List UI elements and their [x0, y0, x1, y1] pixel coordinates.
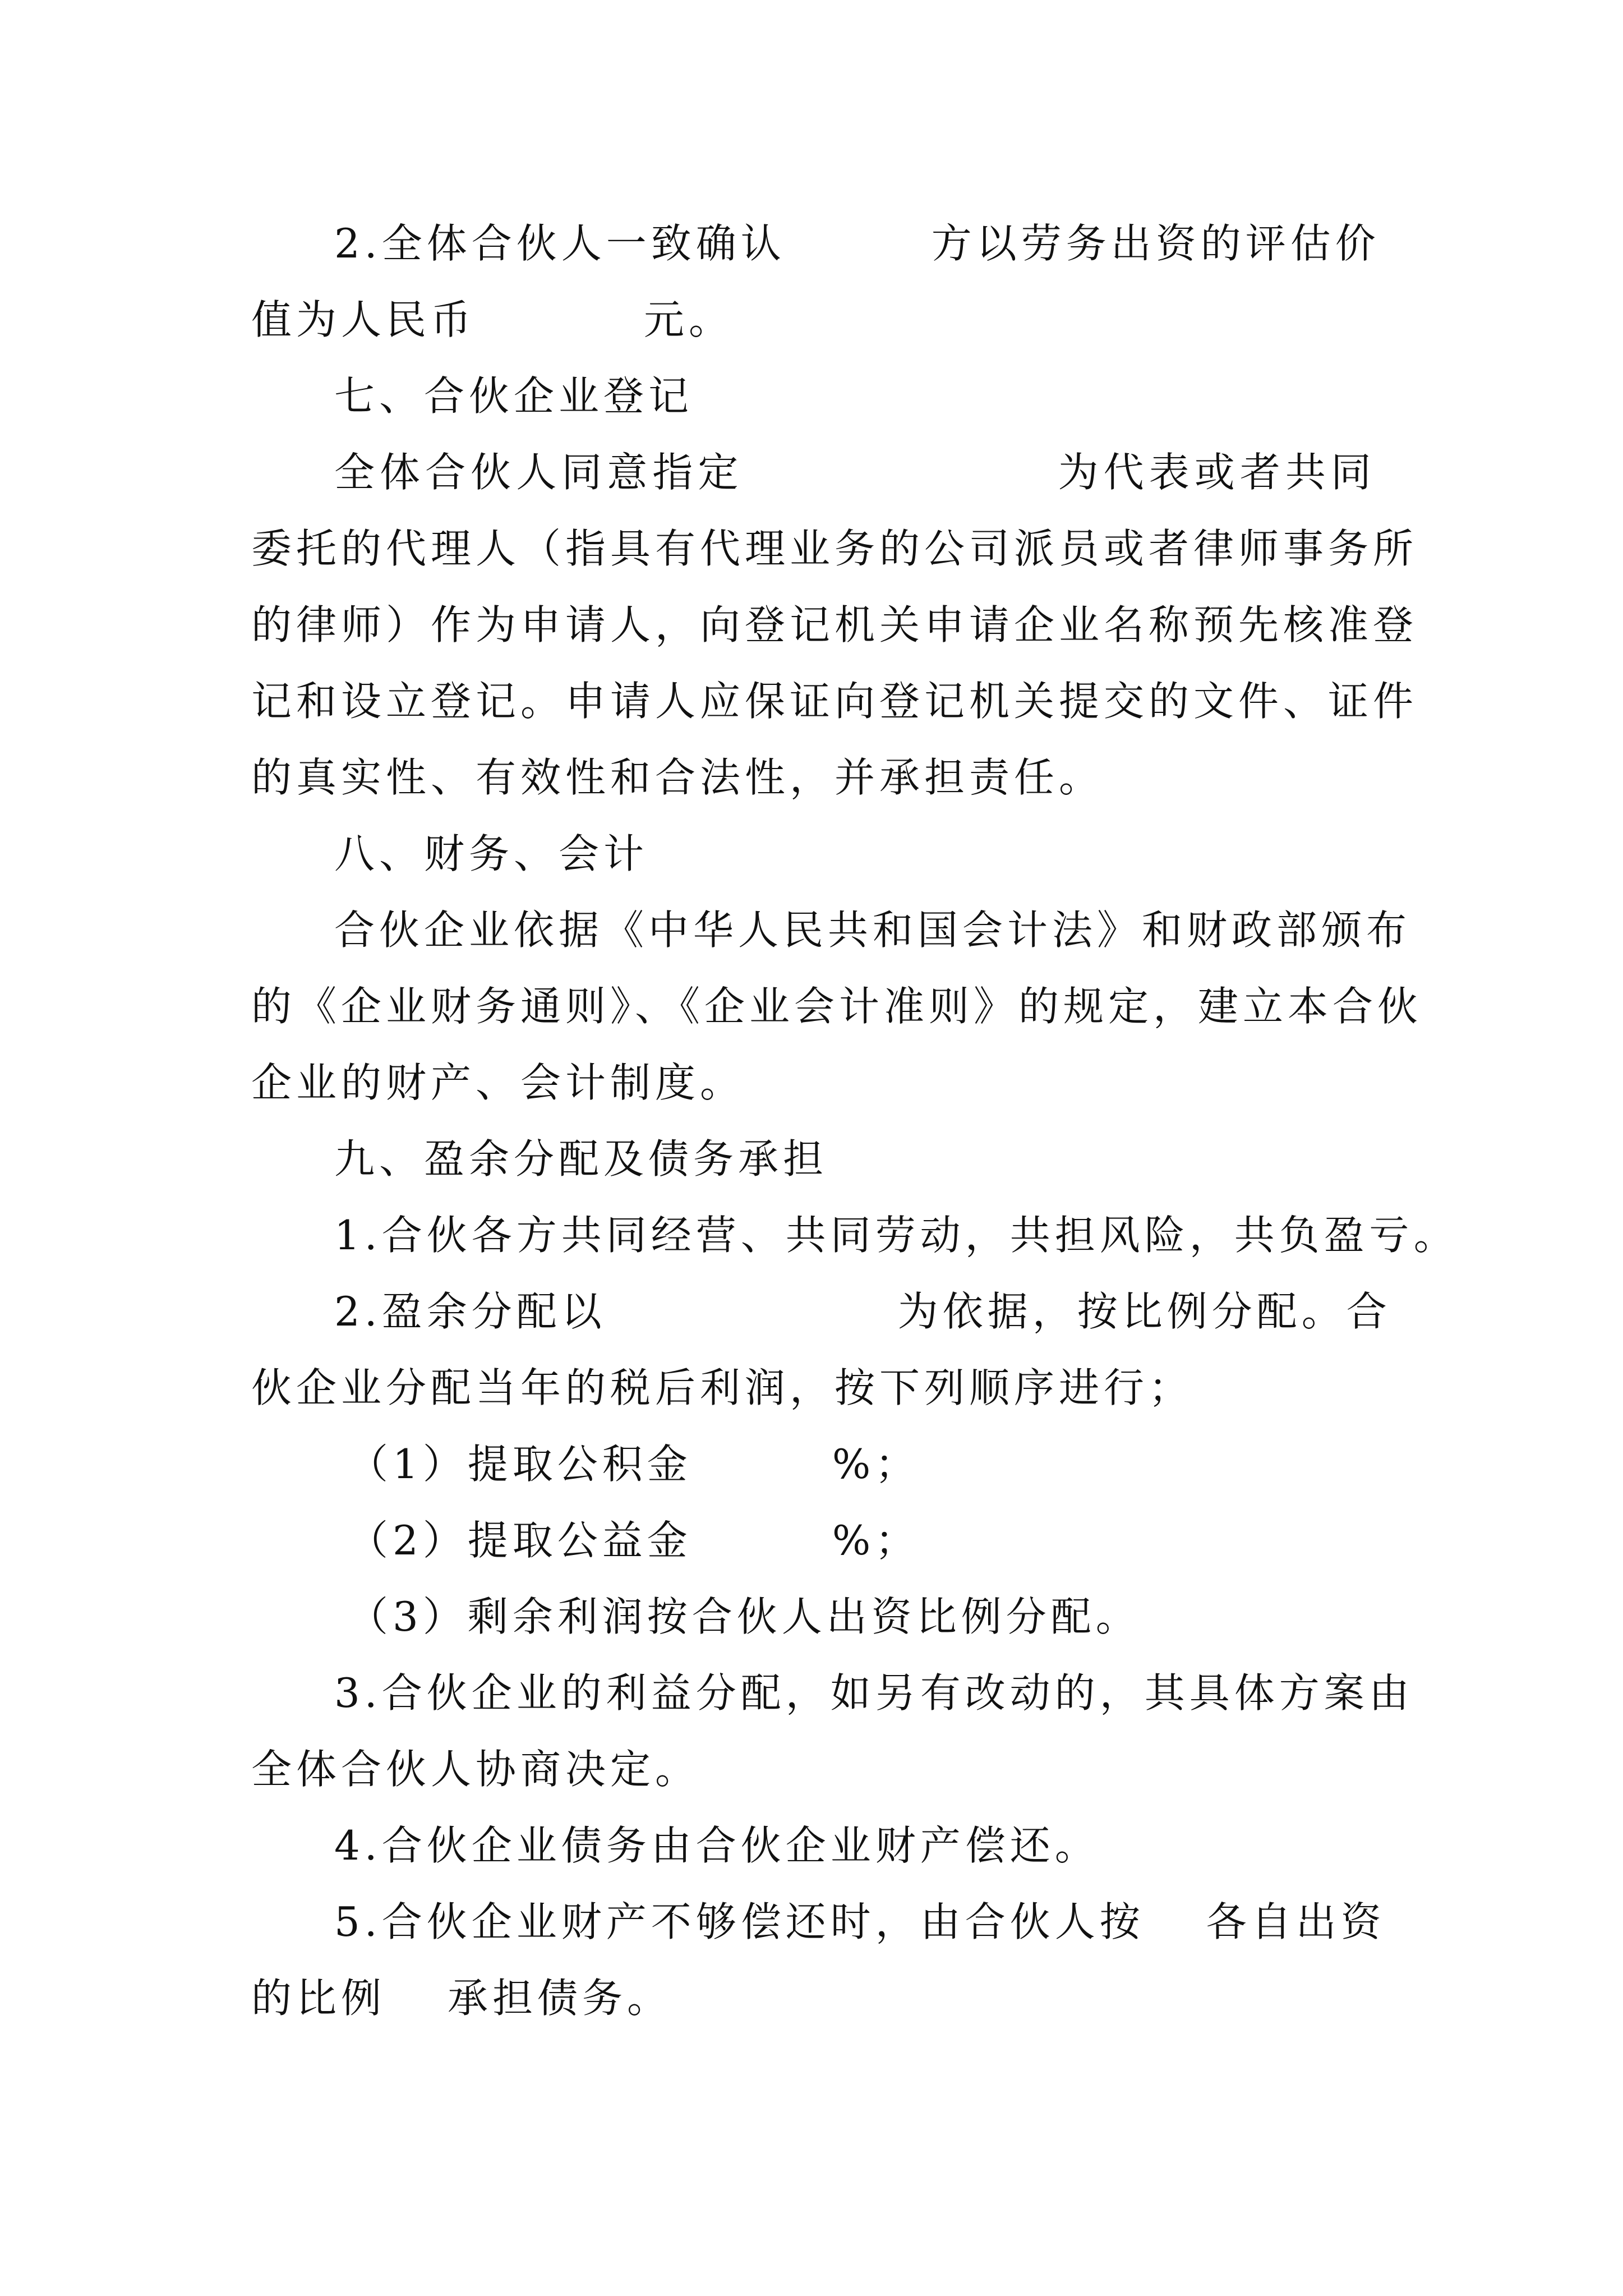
text-segment: 全体合伙人同意指定	[334, 449, 744, 496]
text-segment: 5.合伙企业财产不够偿还时，由合伙人按	[334, 1898, 1145, 1945]
text-segment: 各自出资	[1206, 1898, 1386, 1945]
paragraph-line: 企业的财产、会计制度。	[251, 1059, 745, 1106]
paragraph-line: 伙企业分配当年的税后利润，按下列顺序进行；	[251, 1364, 1194, 1411]
list-item-welfare-fund	[348, 1512, 1376, 1568]
text-segment: 2.盈余分配以	[334, 1288, 606, 1335]
paragraph-line: 的真实性、有效性和合法性，并承担责任。	[251, 754, 1104, 801]
heading-profit-distribution: 九、盈余分配及债务承担	[334, 1135, 828, 1182]
text-segment: 为代表或者共同	[1057, 449, 1376, 496]
paragraph-registration	[334, 444, 1376, 500]
text-segment: 元。	[644, 296, 734, 343]
paragraph-line: 1.合伙各方共同经营、共同劳动，共担风险，共负盈亏。	[334, 1212, 1459, 1259]
paragraph-line: 的律师）作为申请人，向登记机关申请企业名称预先核准登	[251, 601, 1418, 648]
heading-registration: 七、合伙企业登记	[334, 372, 694, 420]
text-segment: 的比例	[251, 1975, 386, 2022]
paragraph-line: 合伙企业依据《中华人民共和国会计法》和财政部颁布	[334, 907, 1412, 954]
text-segment: 承担债务。	[448, 1975, 672, 2022]
text-segment: %；	[832, 1441, 920, 1488]
paragraph-line: 记和设立登记。申请人应保证向登记机关提交的文件、证件	[251, 678, 1418, 725]
text-segment: 为依据，按比例分配。合	[897, 1288, 1391, 1335]
paragraph-labor-valuation-cont	[251, 292, 1376, 348]
paragraph-line: 4.合伙企业债务由合伙企业财产偿还。	[334, 1822, 1100, 1869]
text-segment: 值为人民币	[251, 296, 476, 343]
text-segment: 2.全体合伙人一致确认	[334, 220, 786, 267]
paragraph-debt-liability	[334, 1894, 1386, 1950]
text-segment: （2）提取公益金	[348, 1517, 692, 1564]
paragraph-debt-liability-cont	[251, 1970, 1376, 2026]
paragraph-line: 委托的代理人（指具有代理业务的公司派员或者律师事务所	[251, 525, 1418, 572]
text-segment: %；	[832, 1517, 920, 1564]
paragraph-distribution-basis	[334, 1283, 1391, 1340]
text-segment: （1）提取公积金	[348, 1441, 692, 1488]
paragraph-line: 的《企业财务通则》、《企业会计准则》的规定，建立本合伙	[251, 983, 1423, 1030]
paragraph-line: 全体合伙人协商决定。	[251, 1746, 700, 1793]
paragraph-labor-valuation	[334, 215, 1380, 272]
paragraph-line: 3.合伙企业的利益分配，如另有改动的，其具体方案由	[334, 1669, 1414, 1717]
list-item-reserve-fund	[348, 1436, 1376, 1492]
heading-finance: 八、财务、会计	[334, 830, 649, 877]
text-segment: 方以劳务出资的评估价	[931, 220, 1380, 267]
list-item-remaining-profit: （3）剩余利润按合伙人出资比例分配。	[348, 1593, 1141, 1640]
